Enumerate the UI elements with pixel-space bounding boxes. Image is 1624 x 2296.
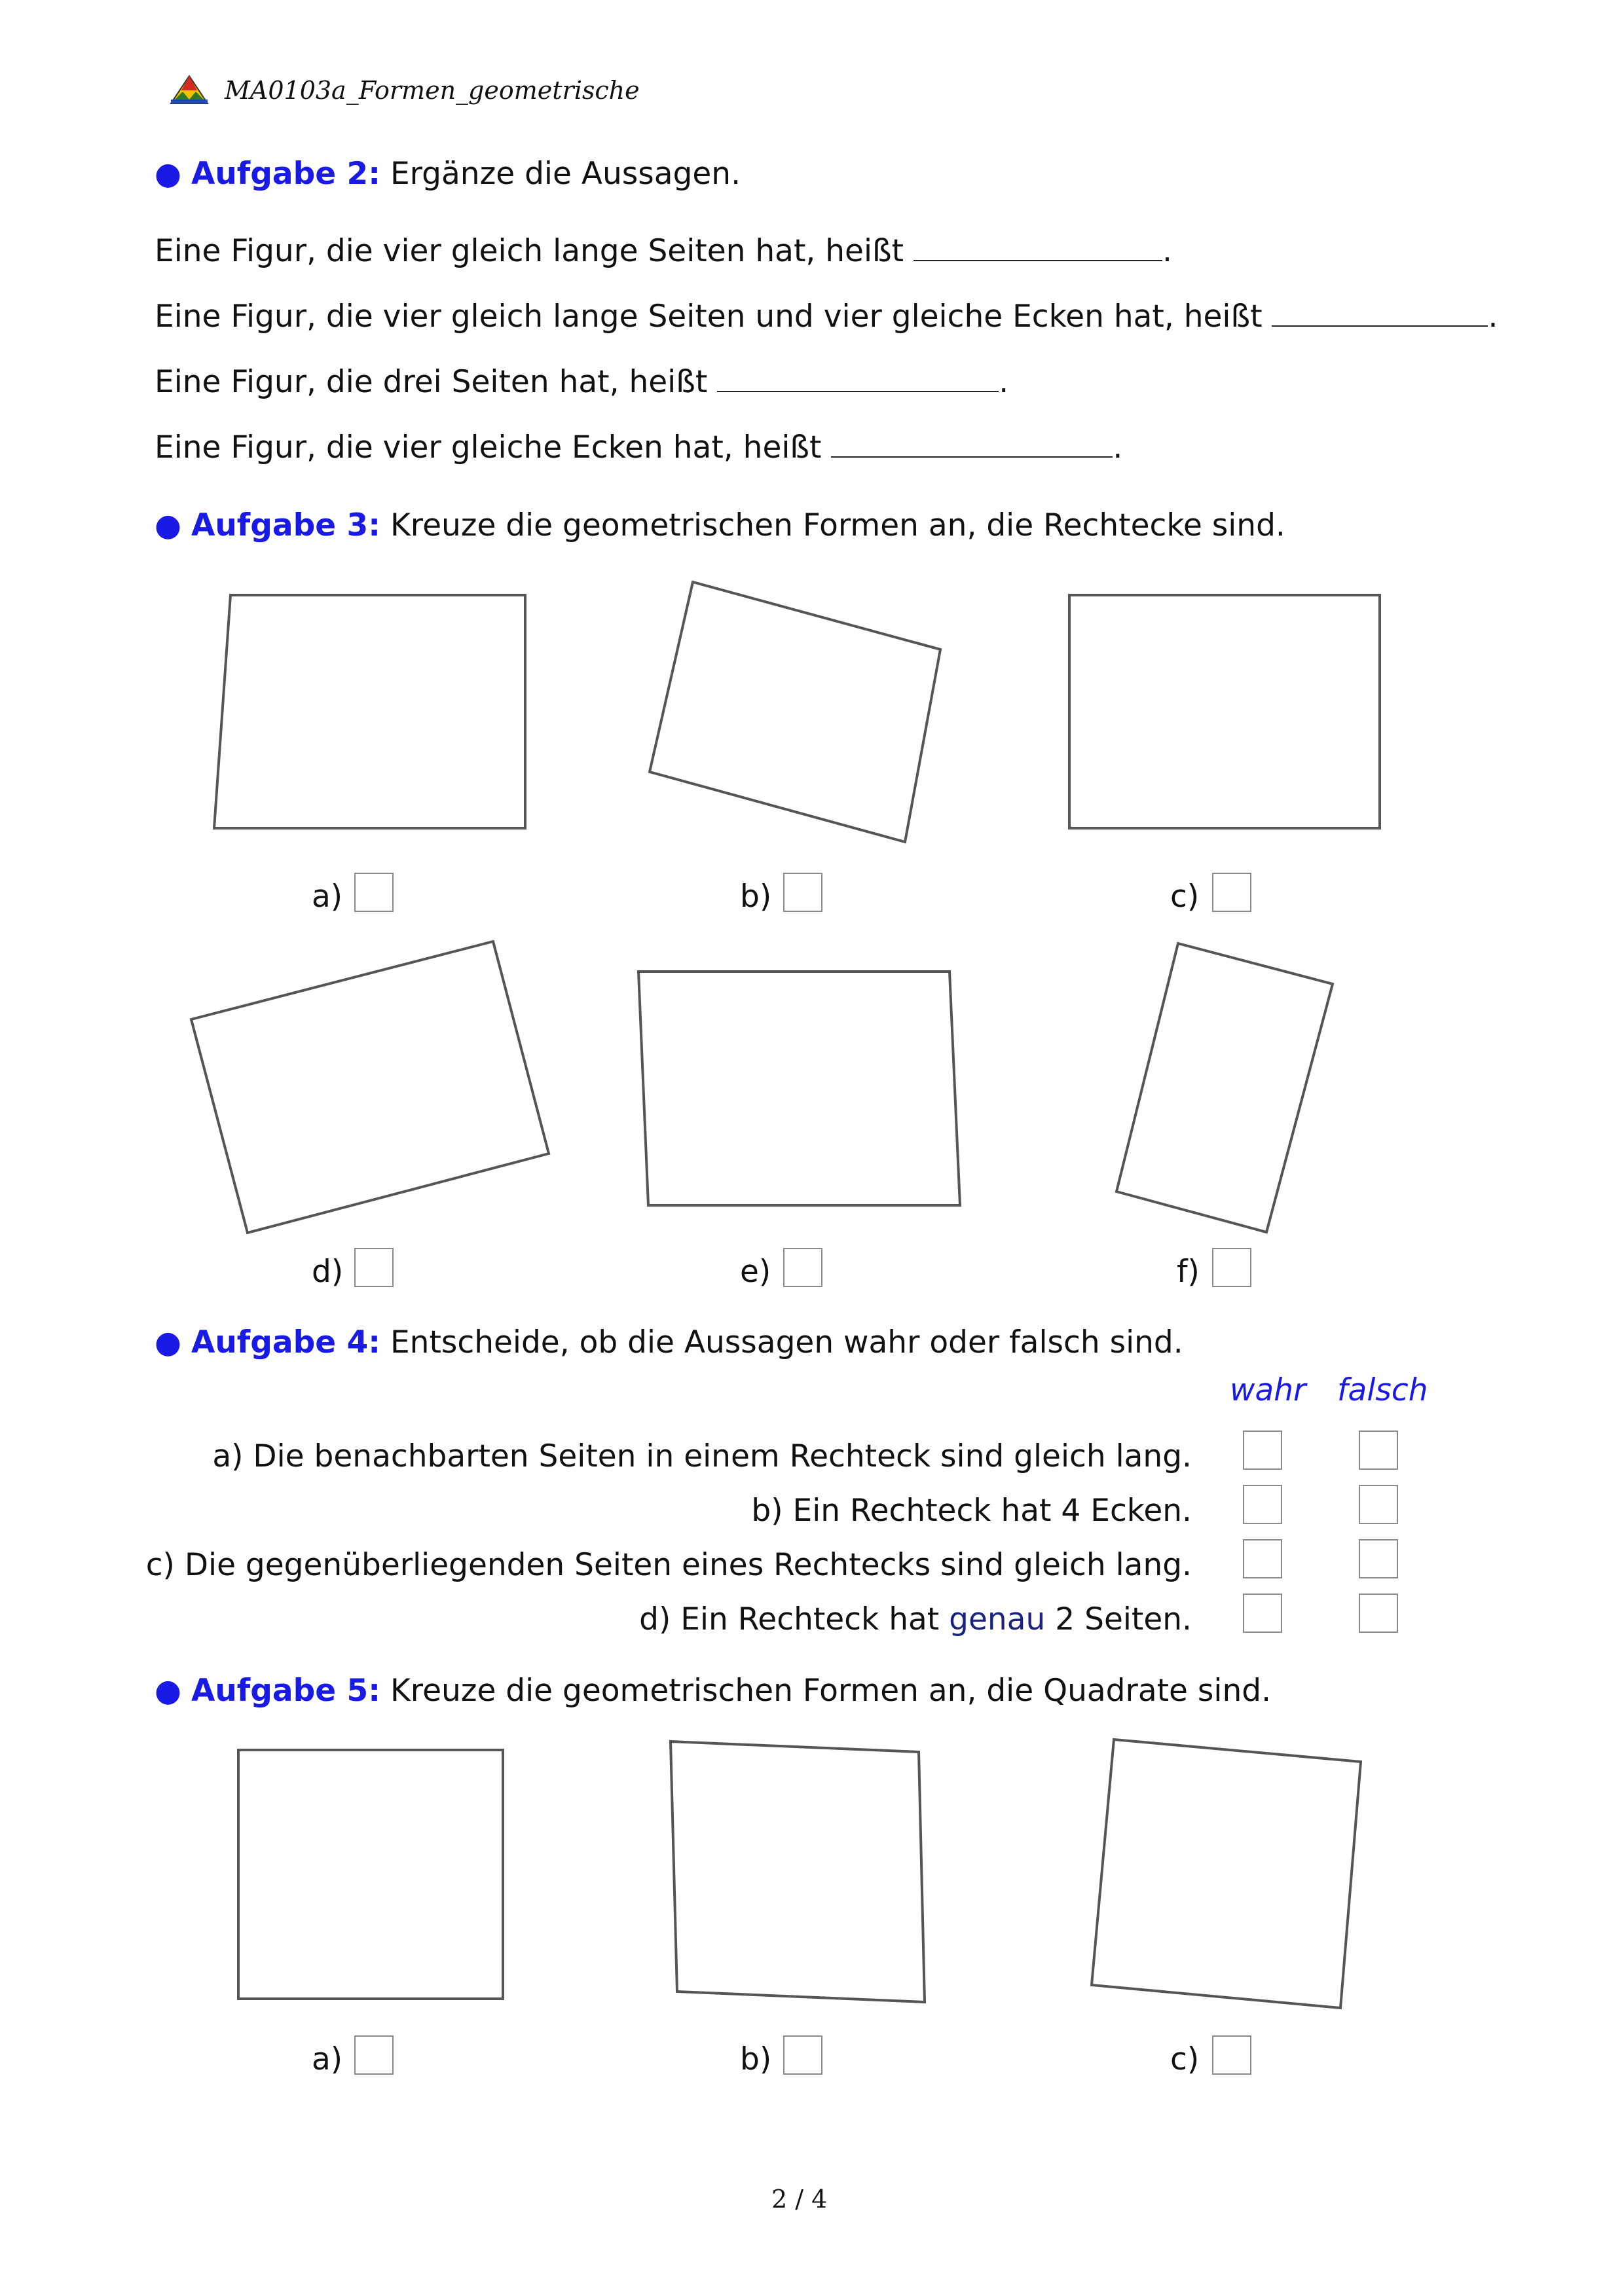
line-end: . bbox=[1113, 429, 1123, 465]
task5-checkbox-b[interactable] bbox=[783, 2035, 822, 2075]
page-number: 2 / 4 bbox=[771, 2185, 828, 2214]
line-end: . bbox=[1162, 233, 1172, 269]
option-label: f) bbox=[1177, 1254, 1200, 1290]
statement-letter: c) bbox=[145, 1547, 175, 1583]
document-title: MA0103a_Formen_geometrische bbox=[225, 76, 640, 105]
option-label: a) bbox=[312, 2041, 343, 2077]
line-end: . bbox=[999, 364, 1009, 400]
bullet-icon: ● bbox=[155, 507, 182, 543]
statement-highlight: genau bbox=[949, 1601, 1046, 1637]
line-end: . bbox=[1488, 299, 1498, 335]
bullet-icon: ● bbox=[155, 1324, 182, 1360]
bullet-icon: ● bbox=[155, 156, 182, 192]
task5-label: Aufgabe 5: bbox=[191, 1673, 380, 1709]
task2-label: Aufgabe 2: bbox=[191, 156, 380, 192]
column-false: falsch bbox=[1337, 1372, 1428, 1408]
bullet-icon: ● bbox=[155, 1673, 182, 1709]
square-b bbox=[671, 1741, 925, 2002]
statement-letter: d) bbox=[639, 1601, 671, 1637]
option-label: e) bbox=[740, 1254, 771, 1290]
statement-letter: a) bbox=[212, 1438, 244, 1474]
task2-line-text: Eine Figur, die vier gleich lange Seiten und vier gleiche Ecken hat, heißt bbox=[155, 299, 1263, 335]
task2-instruction: Ergänze die Aussagen. bbox=[390, 156, 741, 192]
statement-text-before: Ein Rechteck hat bbox=[680, 1601, 940, 1637]
option-label: b) bbox=[740, 879, 772, 915]
task2-line-text: Eine Figur, die vier gleiche Ecken hat, heißt bbox=[155, 429, 822, 465]
option-label: a) bbox=[312, 879, 343, 915]
task3-label: Aufgabe 3: bbox=[191, 507, 380, 543]
statement-text: Ein Rechteck hat 4 Ecken. bbox=[792, 1493, 1192, 1529]
task4-label: Aufgabe 4: bbox=[191, 1324, 380, 1360]
option-label: c) bbox=[1170, 2041, 1200, 2077]
task2-line-text: Eine Figur, die drei Seiten hat, heißt bbox=[155, 364, 708, 400]
statement-text: Die gegenüberliegenden Seiten eines Rechtecks sind gleich lang. bbox=[184, 1547, 1192, 1583]
statement-text: Die benachbarten Seiten in einem Rechteck sind gleich lang. bbox=[253, 1438, 1192, 1474]
task5-checkbox-a[interactable] bbox=[354, 2035, 394, 2075]
option-label: d) bbox=[312, 1254, 344, 1290]
square-a bbox=[238, 1750, 503, 1999]
statement-letter: b) bbox=[751, 1493, 783, 1529]
square-c bbox=[1092, 1740, 1361, 2008]
task5-checkbox-c[interactable] bbox=[1212, 2035, 1251, 2075]
task2-line-text: Eine Figur, die vier gleich lange Seiten hat, heißt bbox=[155, 233, 904, 269]
column-true: wahr bbox=[1230, 1372, 1306, 1408]
option-label: c) bbox=[1170, 879, 1200, 915]
option-label: b) bbox=[740, 2041, 772, 2077]
task3-instruction: Kreuze die geometrischen Formen an, die Rechtecke sind. bbox=[390, 507, 1285, 543]
task4-instruction: Entscheide, ob die Aussagen wahr oder falsch sind. bbox=[390, 1324, 1183, 1360]
statement-text-after: 2 Seiten. bbox=[1055, 1601, 1192, 1637]
task5-instruction: Kreuze die geometrischen Formen an, die Quadrate sind. bbox=[390, 1673, 1272, 1709]
